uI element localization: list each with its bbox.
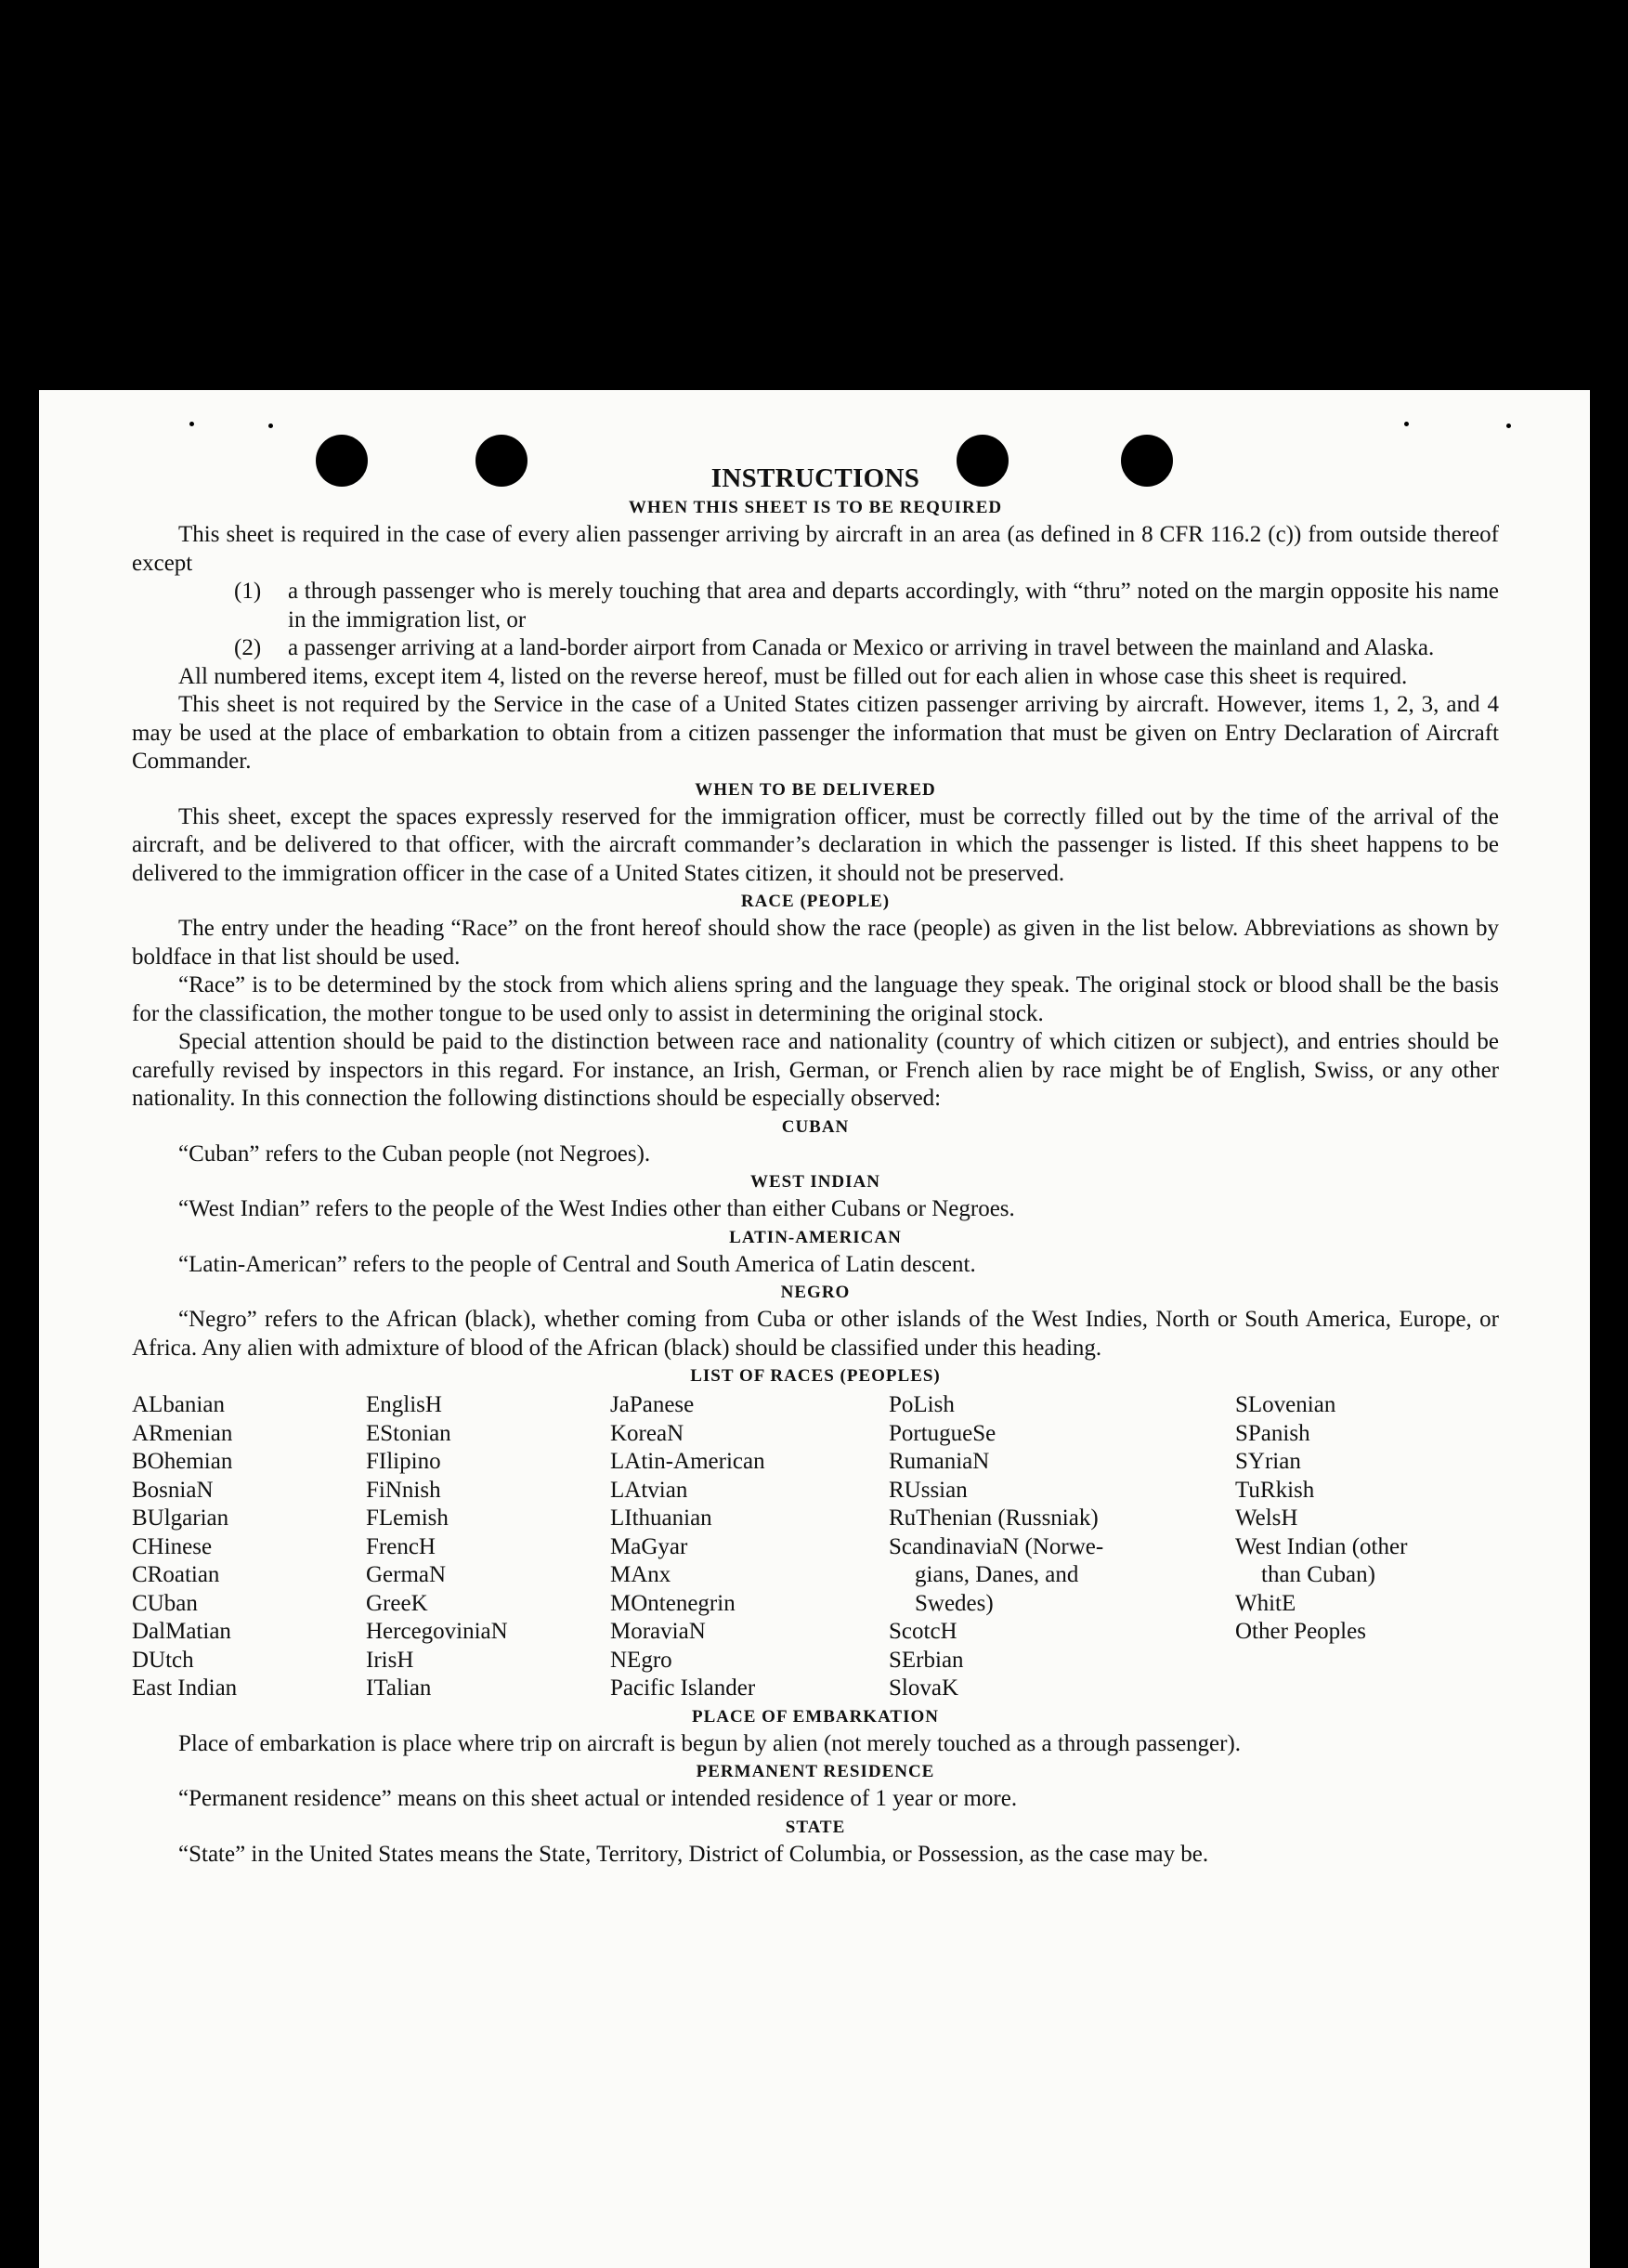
race-entry: WelsH xyxy=(1235,1505,1298,1531)
race-entry: CUban xyxy=(132,1590,198,1616)
race-entry: ALbanian xyxy=(132,1392,225,1417)
section-heading: LIST OF RACES (PEOPLES) xyxy=(690,1366,941,1386)
race-entry: LAtin-American xyxy=(610,1449,765,1474)
race-entry: RuThenian (Russniak) xyxy=(889,1505,1099,1531)
race-entry: FIlipino xyxy=(366,1449,441,1474)
section-heading: WEST INDIAN xyxy=(750,1172,880,1192)
list-item xyxy=(132,634,1499,663)
race-entry: WhitE xyxy=(1235,1590,1296,1616)
races-list xyxy=(132,1391,1499,1703)
speck xyxy=(189,422,194,426)
paragraph: “West Indian” refers to the people of the West Indies other than either Cubans or Negroes. xyxy=(178,1196,1015,1221)
speck xyxy=(1404,422,1409,426)
race-entry: FiNnish xyxy=(366,1477,441,1503)
paragraph: Place of embarkation is place where trip on aircraft is begun by alien (not merely touched as a through passenger). xyxy=(178,1730,1242,1756)
list-text: a passenger arriving at a land-border airport from Canada or Mexico or arriving in travel between the mainland and Alaska. xyxy=(288,635,1435,660)
race-entry: GermaN xyxy=(366,1562,447,1587)
section-heading: PLACE OF EMBARKATION xyxy=(692,1706,939,1727)
section-heading: WHEN THIS SHEET IS TO BE REQUIRED xyxy=(628,498,1003,517)
race-entry: EnglisH xyxy=(366,1392,442,1417)
race-entry: Pacific Islander xyxy=(610,1675,756,1701)
races-column xyxy=(1235,1391,1499,1703)
race-entry-continuation: than Cuban) xyxy=(1261,1562,1375,1587)
race-entry: ARmenian xyxy=(132,1420,233,1446)
race-entry: EStonian xyxy=(366,1420,451,1446)
race-entry: BosniaN xyxy=(132,1477,214,1503)
instructions-content xyxy=(132,463,1499,1869)
section-heading: STATE xyxy=(785,1817,846,1837)
race-entry: MoraviaN xyxy=(610,1619,706,1644)
races-column xyxy=(132,1391,366,1703)
race-entry: FrencH xyxy=(366,1533,436,1559)
paragraph: Special attention should be paid to the distinction between race and nationality (country of which citizen or subject), and entries should be carefully revised by inspectors in this regard. For instance, an Irish, German, or French alien by race might be of English, Swiss, or any other nationality. In this connection the following distinctions should be especially observed: xyxy=(132,1029,1499,1111)
paragraph: This sheet, except the spaces expressly reserved for the immigration officer, must be correctly filled out by the time of the arrival of the aircraft, and be delivered to that officer, with the aircraft commander’s declaration in which the passenger is listed. If this sheet happens to be delivered to the immigration officer in the case of a United States citizen, it should not be preserved. xyxy=(132,803,1499,886)
race-entry: BOhemian xyxy=(132,1449,233,1474)
paragraph: “Permanent residence” means on this sheet actual or intended residence of 1 year or more. xyxy=(178,1786,1018,1811)
race-entry: IrisH xyxy=(366,1647,414,1673)
race-entry: LIthuanian xyxy=(610,1505,712,1531)
speck xyxy=(268,424,273,428)
race-entry: DalMatian xyxy=(132,1619,231,1644)
race-entry: ScotcH xyxy=(889,1619,957,1644)
race-entry: MAnx xyxy=(610,1562,671,1587)
race-entry: RUssian xyxy=(889,1477,968,1503)
paragraph: “State” in the United States means the State, Territory, District of Columbia, or Possession, as the case may be. xyxy=(178,1841,1209,1867)
races-column xyxy=(366,1391,610,1703)
paragraph: “Latin-American” refers to the people of Central and South America of Latin descent. xyxy=(178,1251,976,1277)
document-title: INSTRUCTIONS xyxy=(710,463,920,493)
list-number: (1) xyxy=(234,579,262,604)
section-heading: PERMANENT RESIDENCE xyxy=(696,1762,935,1781)
paragraph: “Race” is to be determined by the stock from which aliens spring and the language they speak. The original stock or blood shall be the basis for the classification, the mother tongue to be used only to assist in determining the original stock. xyxy=(132,972,1499,1026)
section-heading: CUBAN xyxy=(781,1116,850,1137)
race-entry: FLemish xyxy=(366,1505,449,1531)
race-entry: TuRkish xyxy=(1235,1477,1315,1503)
race-entry: CHinese xyxy=(132,1533,213,1559)
race-entry: BUlgarian xyxy=(132,1505,229,1531)
paragraph: This sheet is not required by the Service in the case of a United States citizen passenger arriving by aircraft. However, items 1, 2, 3, and 4 may be used at the place of embarkation to obtain from a citizen passenger the information that must be given on Entry Declaration of Aircraft Commander. xyxy=(132,692,1499,774)
section-heading: WHEN TO BE DELIVERED xyxy=(695,779,936,800)
race-entry: PoLish xyxy=(889,1392,955,1417)
race-entry: MaGyar xyxy=(610,1533,688,1559)
race-entry: JaPanese xyxy=(610,1392,695,1417)
race-entry: West Indian (other xyxy=(1235,1533,1408,1559)
paragraph: The entry under the heading “Race” on the front hereof should show the race (people) as given in the list below. Abbreviations as shown by boldface in that list should be used. xyxy=(132,916,1499,970)
paragraph: “Negro” refers to the African (black), whether coming from Cuba or other islands of the West Indies, North or South America, Europe, or Africa. Any alien with admixture of blood of the African (black) should be classified under this heading. xyxy=(132,1307,1499,1361)
list-item xyxy=(132,578,1499,634)
race-entry-continuation: gians, Danes, and xyxy=(915,1562,1079,1587)
race-entry: GreeK xyxy=(366,1590,428,1616)
list-text: a through passenger who is merely touching that area and departs accordingly, with “thru” noted on the margin opposite his name in the immigration list, or xyxy=(288,579,1499,632)
section-heading: NEGRO xyxy=(780,1283,851,1302)
section-heading: RACE (PEOPLE) xyxy=(740,892,891,911)
race-entry: SYrian xyxy=(1235,1449,1301,1474)
races-column xyxy=(610,1391,889,1703)
race-entry: DUtch xyxy=(132,1647,194,1673)
race-entry: MOntenegrin xyxy=(610,1590,736,1616)
race-entry: SlovaK xyxy=(889,1675,958,1701)
race-entry: SPanish xyxy=(1235,1420,1310,1446)
race-entry: ITalian xyxy=(366,1675,432,1701)
race-entry: ScandinaviaN (Norwe- xyxy=(889,1533,1104,1559)
race-entry: HercegoviniaN xyxy=(366,1619,508,1644)
race-entry: RumaniaN xyxy=(889,1449,990,1474)
document-page xyxy=(39,390,1590,2268)
race-entry: SErbian xyxy=(889,1647,964,1673)
race-entry: NEgro xyxy=(610,1647,672,1673)
races-column xyxy=(889,1391,1235,1703)
race-entry: East Indian xyxy=(132,1675,238,1701)
race-entry-continuation: Swedes) xyxy=(915,1590,994,1616)
race-entry: Other Peoples xyxy=(1235,1619,1366,1644)
paragraph: “Cuban” refers to the Cuban people (not Negroes). xyxy=(178,1141,651,1167)
race-entry: SLovenian xyxy=(1235,1392,1336,1417)
speck xyxy=(1506,424,1511,428)
race-entry: KoreaN xyxy=(610,1420,684,1446)
section-heading: LATIN-AMERICAN xyxy=(729,1227,902,1247)
paragraph: This sheet is required in the case of every alien passenger arriving by aircraft in an area (as defined in 8 CFR 116.2 (c)) from outside thereof except xyxy=(132,522,1499,576)
race-entry: PortugueSe xyxy=(889,1420,996,1446)
race-entry: CRoatian xyxy=(132,1562,220,1587)
race-entry: LAtvian xyxy=(610,1477,688,1503)
list-number: (2) xyxy=(234,635,262,660)
paragraph: All numbered items, except item 4, listed on the reverse hereof, must be filled out for each alien in whose case this sheet is required. xyxy=(178,663,1408,689)
